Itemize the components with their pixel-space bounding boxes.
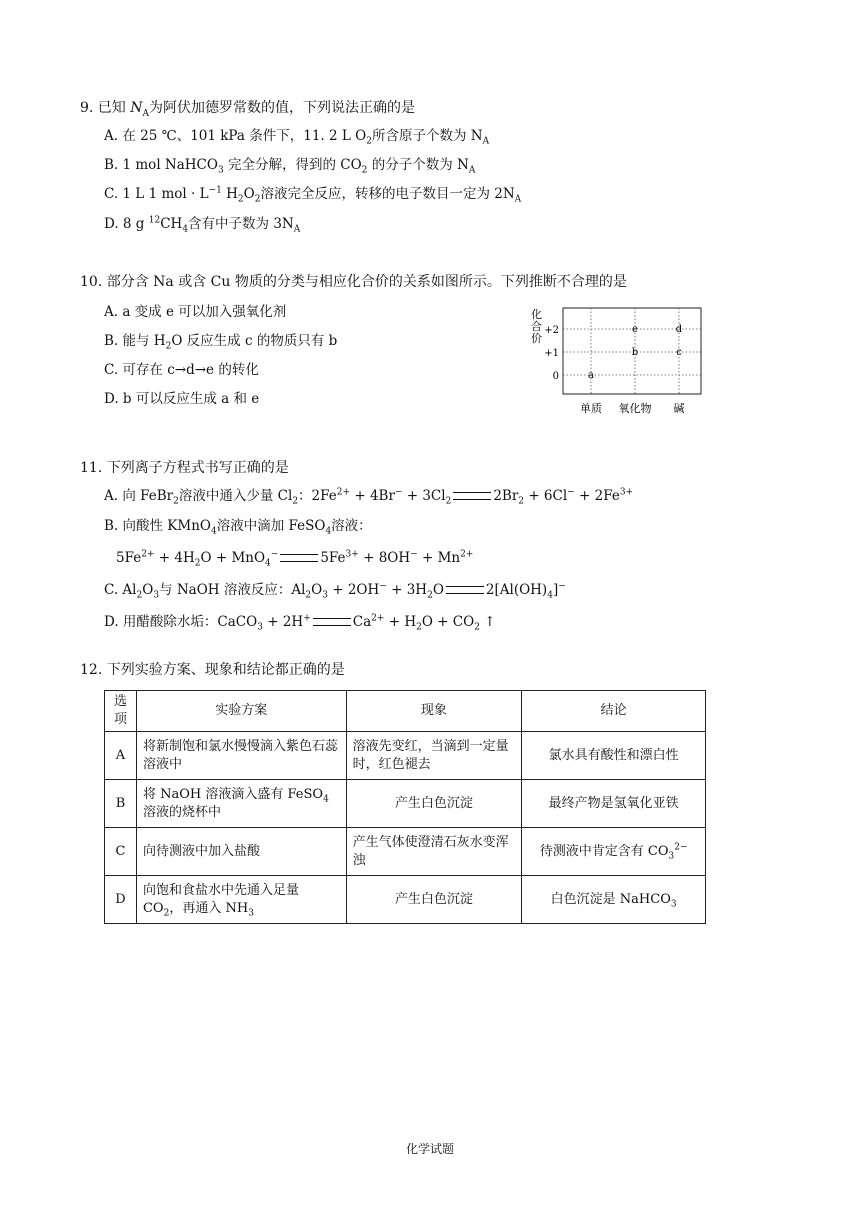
table-header-row: [105, 691, 706, 732]
question-11-option-c: C. $Al_2O_3$与 NaOH 溶液反应：$Al_2O_3 + 2OH^- + 3H_2O$ $2[Al(OH)_4]^-$: [104, 581, 566, 601]
question-9-stem: 9. 已知 $N_A$为阿伏加德罗常数的值，下列说法正确的是: [80, 100, 416, 119]
experiment-table: [104, 690, 706, 924]
table-header-option: 选项: [105, 691, 137, 732]
question-11-option-a: A. 向 FeBr$_2$溶液中通入少量 $Cl_2$：$2Fe^{2+} + 4Br^- + 3Cl_2$ $2Br_2 + 6Cl^- + 2Fe^{3+}$: [104, 487, 634, 507]
equals-sign: [453, 492, 491, 500]
table-cell-conclusion: 待测液中肯定含有 $CO_3^{2-}$: [522, 828, 706, 876]
question-11-option-b-equation: $5Fe^{2+} + 4H_2O + MnO_4^-$ $5Fe^{3+} + 8OH^- + Mn^{2+}$: [116, 549, 474, 569]
table-cell-phenomenon: 产生气体使澄清石灰水变浑浊: [346, 828, 522, 876]
table-cell-phenomenon: 产生白色沉淀: [346, 876, 522, 924]
page-footer: 化学试题: [405, 1142, 454, 1156]
equals-sign: [446, 586, 484, 594]
chart-point-b: b: [631, 347, 639, 358]
question-12: [80, 660, 780, 680]
chart-y-tick-label: +1: [544, 348, 559, 359]
table-row: [105, 780, 706, 828]
table-cell-plan: 向饱和食盐水中先通入足量 $CO_2$，再通入 $NH_3$: [136, 876, 346, 924]
table-cell-conclusion: 白色沉淀是 NaHCO$_3$: [522, 876, 706, 924]
table-cell-phenomenon: 溶液先变红，当滴到一定量时，红色褪去: [346, 732, 522, 780]
question-11: [80, 458, 780, 633]
chart-x-tick-label: 氧化物: [618, 402, 652, 415]
table-cell-option: B: [105, 780, 137, 828]
valence-chart: [525, 300, 705, 420]
question-10-option-c: C. 可存在 c→d→e 的转化: [104, 362, 259, 378]
question-10-option-b: B. 能与 $H_2O$ 反应生成 c 的物质只有 b: [104, 333, 338, 352]
question-12-stem: 12. 下列实验方案、现象和结论都正确的是: [80, 662, 345, 678]
question-10-stem: 10. 部分含 Na 或含 Cu 物质的分类与相应化合价的关系如图所示。下列推断不合理的是: [80, 274, 627, 290]
chart-point-a: a: [588, 370, 594, 381]
question-9-option-c: C. 1 L 1 mol · $L^{-1}$ $H_2O_2$溶液完全反应，转移的电子数目一定为 $2N_A$: [104, 185, 522, 205]
question-10-option-d: D. b 可以反应生成 a 和 e: [104, 391, 260, 407]
table-cell-conclusion: 氯水具有酸性和漂白性: [522, 732, 706, 780]
table-header-plan: 实验方案: [136, 691, 346, 732]
table-cell-option: A: [105, 732, 137, 780]
chart-x-ticks: [580, 401, 685, 415]
chart-point-c: c: [676, 347, 682, 358]
chart-point-d: d: [675, 324, 683, 335]
question-9-option-b: B. 1 mol NaHCO$_3$ 完全分解，得到的 $CO_2$ 的分子个数为 $N_A$: [104, 157, 476, 176]
question-11-option-d: D. 用醋酸除水垢：CaCO$_3$ + 2H+ $Ca^{2+} + H_2O + CO_2$ ↑: [104, 613, 496, 633]
equals-sign: [280, 554, 318, 562]
question-10-option-a: A. a 变成 e 可以加入强氧化剂: [104, 304, 287, 320]
table-header-phenomenon: 现象: [346, 691, 522, 732]
question-11-stem: 11. 下列离子方程式书写正确的是: [80, 460, 289, 476]
question-9: [80, 98, 780, 235]
table-cell-option: C: [105, 828, 137, 876]
chart-x-tick-label: 单质: [580, 402, 602, 415]
chart-y-label: 化合价: [531, 308, 542, 345]
chart-y-tick-label: 0: [552, 371, 559, 382]
table-cell-conclusion: 最终产物是氢氧化亚铁: [522, 780, 706, 828]
equals-sign: [313, 618, 351, 626]
table-row: [105, 732, 706, 780]
table-cell-option: D: [105, 876, 137, 924]
chart-point-e: e: [632, 324, 638, 335]
question-11-option-b: B. 向酸性 KMnO$_4$溶液中滴加 FeSO$_4$溶液：: [104, 518, 372, 537]
table-row: [105, 828, 706, 876]
table-cell-plan: 向待测液中加入盐酸: [136, 828, 346, 876]
table-cell-plan: 将新制饱和氯水慢慢滴入紫色石蕊溶液中: [136, 732, 346, 780]
table-cell-phenomenon: 产生白色沉淀: [346, 780, 522, 828]
question-9-option-d: D. 8 g $^{12}CH_4$含有中子数为 $3N_A$: [104, 215, 301, 235]
table-header-conclusion: 结论: [522, 691, 706, 732]
chart-x-tick-label: 碱: [673, 402, 685, 415]
chart-y-ticks: [544, 325, 559, 382]
question-9-option-a: A. 在 25 ℃、101 kPa 条件下，11. 2 L $O_2$所含原子个数为 $N_A$: [104, 128, 490, 147]
table-cell-plan: 将 NaOH 溶液滴入盛有 FeSO$_4$溶液的烧杯中: [136, 780, 346, 828]
chart-points: [588, 324, 683, 381]
question-10: [80, 272, 780, 407]
chart-y-tick-label: +2: [544, 325, 559, 336]
table-row: [105, 876, 706, 924]
